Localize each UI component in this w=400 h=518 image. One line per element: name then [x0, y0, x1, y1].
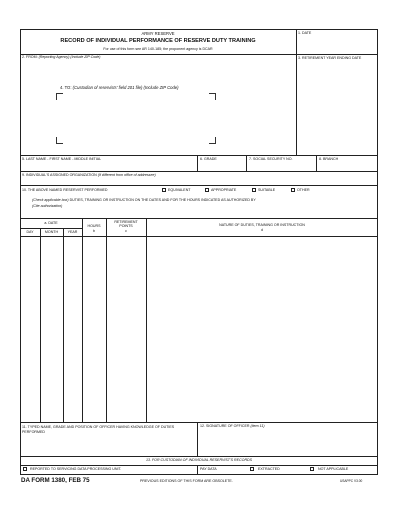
extracted-label: EXTRACTED: [258, 467, 280, 471]
extracted-checkbox[interactable]: [250, 467, 254, 471]
points-column-letter: c: [125, 229, 127, 233]
divider: [20, 171, 378, 172]
grade-field[interactable]: [198, 163, 246, 171]
hours-entry-area[interactable]: [83, 237, 106, 421]
signature-field[interactable]: [198, 431, 377, 455]
equivalent-label: EQUIVALENT: [168, 188, 191, 192]
suitable-checkbox[interactable]: [252, 188, 256, 192]
hours-column-letter: b: [93, 229, 95, 233]
divider: [20, 218, 378, 219]
date-label: 1. DATE: [298, 31, 312, 35]
grade-label: 6. GRADE: [200, 157, 217, 161]
from-label: 2. FROM: (Reporting Agency) (Include ZIP Code): [22, 55, 101, 59]
divider: [20, 185, 378, 186]
form-agency: ARMY RESERVE: [141, 31, 175, 36]
signature-label: 12. SIGNATURE OF OFFICER (Item 11): [200, 424, 265, 428]
window-corner-mark: [56, 137, 63, 144]
month-entry-area[interactable]: [41, 237, 63, 421]
check-instruction: (Check applicable box) DUTIES, TRAINING OR INSTRUCTION ON THE DATES AND FOR THE HOURS INDICATED AS AUTHORIZED BY: [32, 198, 256, 202]
to-field[interactable]: [58, 92, 213, 142]
window-corner-mark: [209, 137, 216, 144]
divider: [197, 465, 198, 475]
day-entry-area[interactable]: [21, 237, 40, 421]
performed-label: 10. THE ABOVE NAMED RESERVIST PERFORMED: [22, 188, 108, 192]
date-column-header: a. DATE: [44, 221, 58, 225]
divider: [20, 465, 378, 466]
typed-name-label: 11. TYPED NAME, GRADE AND POSITION OF OFFICER HAVING KNOWLEDGE OF DUTIES PERFORMED: [22, 425, 175, 434]
reported-label: REPORTED TO SERVICING DATA PROCESSING UNIT.: [30, 467, 122, 471]
hours-column-header: HOURS: [87, 224, 101, 228]
org-label: 9. INDIVIDUAL'S ASSIGNED ORGANIZATION (If different from office of addressee): [22, 173, 156, 177]
nature-column-letter: d: [261, 228, 263, 232]
ssn-field[interactable]: [247, 163, 316, 171]
to-label: 4. TO: (Custodian of reservists' field 201 file) (Include ZIP Code): [60, 85, 179, 90]
divider: [20, 456, 378, 457]
form-title: RECORD OF INDIVIDUAL PERFORMANCE OF RESERVE DUTY TRAINING: [60, 38, 256, 44]
divider: [20, 155, 378, 156]
window-corner-mark: [56, 93, 63, 100]
typed-name-field[interactable]: [21, 436, 196, 455]
equivalent-checkbox[interactable]: [162, 188, 166, 192]
other-checkbox[interactable]: [291, 188, 295, 192]
form-subtitle: For use of this form see AR 140-185; the proponent agency is DCAR: [103, 47, 213, 51]
month-column-header: MONTH: [44, 230, 59, 234]
name-field[interactable]: [21, 163, 196, 171]
obsolete-notice: PREVIOUS EDITIONS OF THIS FORM ARE OBSOLETE.: [140, 479, 233, 483]
appropriate-label: APPROPRIATE: [211, 188, 237, 192]
points-column-header: RETIREMENT POINTS: [114, 220, 138, 229]
authorization-field[interactable]: [21, 210, 377, 218]
nature-column-header: NATURE OF DUTIES, TRAINING OR INSTRUCTION: [219, 223, 305, 227]
custodian-title: 13. FOR CUSTODIAN OF INDIVIDUAL RESERVIST'S RECORDS: [145, 458, 253, 462]
divider: [20, 228, 82, 229]
window-corner-mark: [209, 93, 216, 100]
day-column-header: DAY: [26, 230, 34, 234]
name-label: 5. LAST NAME - FIRST NAME - MIDDLE INITIAL: [22, 157, 102, 161]
year-entry-area[interactable]: [64, 237, 82, 421]
other-label: OTHER: [297, 188, 310, 192]
nature-entry-area[interactable]: [147, 237, 377, 421]
suitable-label: SUITABLE: [258, 188, 276, 192]
year-column-header: YEAR: [67, 230, 78, 234]
branch-field[interactable]: [317, 163, 377, 171]
not-applicable-label: NOT APPLICABLE: [318, 467, 349, 471]
form-id: DA FORM 1380, FEB 75: [21, 477, 90, 484]
not-applicable-checkbox[interactable]: [310, 467, 314, 471]
ssn-label: 7. SOCIAL SECURITY NO.: [249, 157, 293, 161]
divider: [20, 422, 378, 423]
branch-label: 8. BRANCH: [319, 157, 339, 161]
retirement-year-label: 3. RETIREMENT YEAR ENDING DATE: [298, 56, 362, 60]
reported-checkbox[interactable]: [23, 467, 27, 471]
points-entry-area[interactable]: [107, 237, 146, 421]
cite-note: (Cite authorization): [32, 204, 63, 208]
retirement-year-field[interactable]: [297, 66, 377, 154]
usappc-mark: USAPPC V3.00: [340, 479, 363, 483]
pay-data-label: PAY DATA: [200, 467, 217, 471]
appropriate-checkbox[interactable]: [205, 188, 209, 192]
date-field[interactable]: [297, 36, 377, 54]
